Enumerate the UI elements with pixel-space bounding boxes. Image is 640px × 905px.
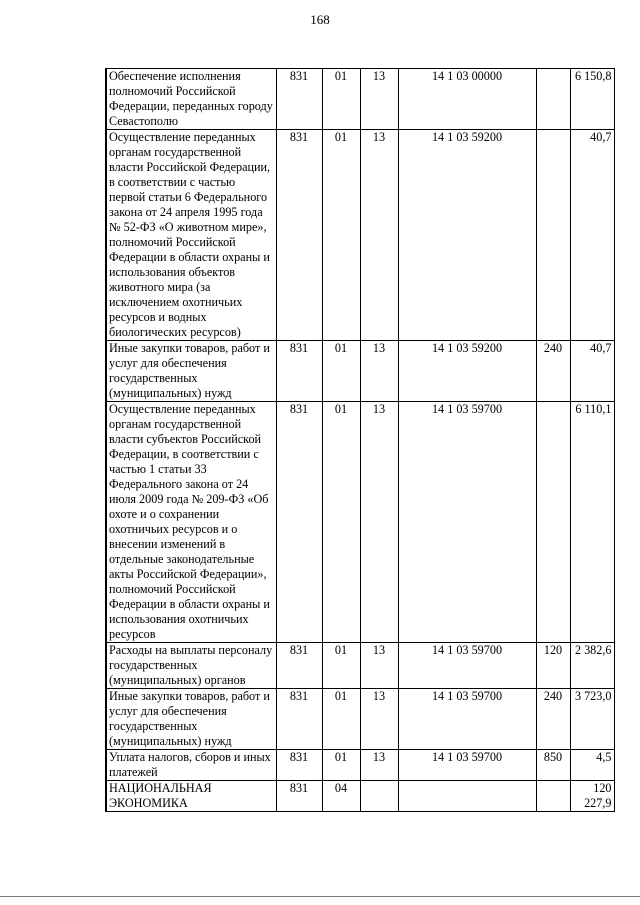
expense-type-cell: 240 [536, 689, 570, 750]
subsection-code-cell: 13 [360, 402, 398, 643]
target-article-cell: 14 1 03 59700 [398, 402, 536, 643]
target-article-cell: 14 1 03 59700 [398, 689, 536, 750]
table-row [106, 130, 614, 341]
expense-type-cell [536, 130, 570, 341]
amount-cell: 6 110,1 [570, 402, 614, 643]
row-name-cell: Иные закупки товаров, работ и услуг для обеспечения государственных (муниципальных) нужд [106, 341, 276, 402]
section-code-cell: 01 [322, 341, 360, 402]
target-article-cell: 14 1 03 59200 [398, 341, 536, 402]
ministry-code-cell: 831 [276, 341, 322, 402]
ministry-code-cell: 831 [276, 643, 322, 689]
subsection-code-cell: 13 [360, 130, 398, 341]
ministry-code-cell: 831 [276, 689, 322, 750]
section-code-cell: 04 [322, 781, 360, 812]
target-article-cell: 14 1 03 59700 [398, 643, 536, 689]
budget-table [105, 68, 615, 812]
amount-cell: 6 150,8 [570, 69, 614, 130]
ministry-code-cell: 831 [276, 69, 322, 130]
page-number: 168 [310, 12, 330, 27]
table-row [106, 781, 614, 812]
amount-cell: 4,5 [570, 750, 614, 781]
expense-type-cell: 120 [536, 643, 570, 689]
table-row [106, 341, 614, 402]
section-code-cell: 01 [322, 402, 360, 643]
table-row [106, 643, 614, 689]
subsection-code-cell [360, 781, 398, 812]
table-row [106, 69, 614, 130]
amount-cell: 2 382,6 [570, 643, 614, 689]
row-name-cell: Осуществление переданных органам государственной власти субъектов Российской Федерации, в соответствии с частью 1 статьи 33 Федерального закона от 24 июля 2009 года № 209-ФЗ «Об охоте и о сохранении охотничьих ресурсов и о внесении изменений в отдельные законодательные акты Российской Федерации», полномочий Российской Федерации в области охраны и использования охотничьих ресурсов [106, 402, 276, 643]
row-name-cell: Уплата налогов, сборов и иных платежей [106, 750, 276, 781]
expense-type-cell: 850 [536, 750, 570, 781]
page-bottom-rule [0, 896, 640, 897]
subsection-code-cell: 13 [360, 643, 398, 689]
row-name-cell: НАЦИОНАЛЬНАЯ ЭКОНОМИКА [106, 781, 276, 812]
expense-type-cell [536, 402, 570, 643]
target-article-cell: 14 1 03 59200 [398, 130, 536, 341]
row-name-cell: Осуществление переданных органам государственной власти Российской Федерации, в соответствии с частью первой статьи 6 Федерального закона от 24 апреля 1995 года № 52-ФЗ «О животном мире», полномочий Российской Федерации в области охраны и использования объектов животного мира (за исключением охотничьих ресурсов и водных биологических ресурсов) [106, 130, 276, 341]
amount-cell: 40,7 [570, 341, 614, 402]
expense-type-cell [536, 69, 570, 130]
section-code-cell: 01 [322, 750, 360, 781]
table-row [106, 750, 614, 781]
section-code-cell: 01 [322, 689, 360, 750]
amount-cell: 120 227,9 [570, 781, 614, 812]
section-code-cell: 01 [322, 643, 360, 689]
ministry-code-cell: 831 [276, 130, 322, 341]
target-article-cell: 14 1 03 59700 [398, 750, 536, 781]
table-row [106, 689, 614, 750]
expense-type-cell: 240 [536, 341, 570, 402]
row-name-cell: Обеспечение исполнения полномочий Российской Федерации, переданных городу Севастополю [106, 69, 276, 130]
subsection-code-cell: 13 [360, 750, 398, 781]
amount-cell: 40,7 [570, 130, 614, 341]
target-article-cell [398, 781, 536, 812]
row-name-cell: Расходы на выплаты персоналу государственных (муниципальных) органов [106, 643, 276, 689]
ministry-code-cell: 831 [276, 750, 322, 781]
table-row [106, 402, 614, 643]
expense-type-cell [536, 781, 570, 812]
subsection-code-cell: 13 [360, 689, 398, 750]
section-code-cell: 01 [322, 130, 360, 341]
row-name-cell: Иные закупки товаров, работ и услуг для обеспечения государственных (муниципальных) нужд [106, 689, 276, 750]
ministry-code-cell: 831 [276, 402, 322, 643]
amount-cell: 3 723,0 [570, 689, 614, 750]
subsection-code-cell: 13 [360, 341, 398, 402]
subsection-code-cell: 13 [360, 69, 398, 130]
ministry-code-cell: 831 [276, 781, 322, 812]
table-body [106, 69, 614, 812]
section-code-cell: 01 [322, 69, 360, 130]
target-article-cell: 14 1 03 00000 [398, 69, 536, 130]
